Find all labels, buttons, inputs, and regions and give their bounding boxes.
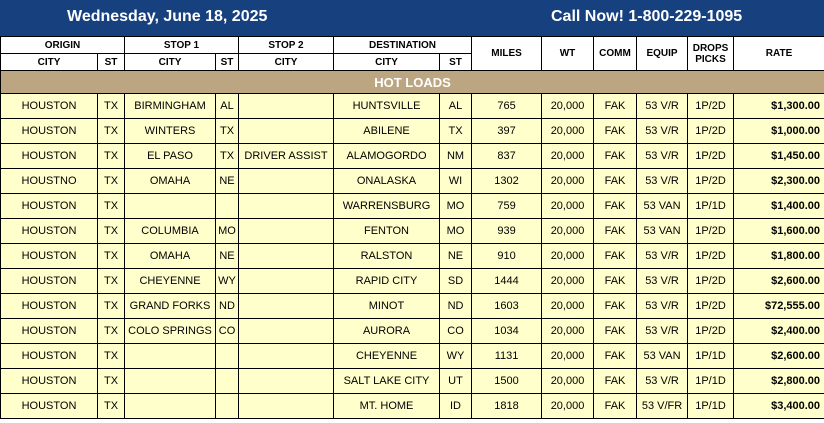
cell-origin-st: TX xyxy=(98,319,125,344)
cell-stop1-city xyxy=(125,369,216,394)
cell-rate: $1,300.00 xyxy=(734,94,824,119)
header-stop1: STOP 1 xyxy=(125,37,239,54)
cell-commodity: FAK xyxy=(594,394,637,419)
cell-stop2-city xyxy=(239,269,334,294)
cell-equipment: 53 VAN xyxy=(637,219,688,244)
cell-dest-st: NE xyxy=(440,244,472,269)
cell-origin-st: TX xyxy=(98,194,125,219)
cell-stop1-st xyxy=(216,369,239,394)
header-origin: ORIGIN xyxy=(1,37,125,54)
cell-stop1-st: ND xyxy=(216,294,239,319)
cell-stop1-st xyxy=(216,394,239,419)
cell-dest-st: MO xyxy=(440,219,472,244)
header-equip: EQUIP xyxy=(637,37,688,71)
header-dest-st: ST xyxy=(440,54,472,71)
cell-stop1-city xyxy=(125,344,216,369)
cell-origin-st: TX xyxy=(98,244,125,269)
header-wt: WT xyxy=(542,37,594,71)
cell-miles: 759 xyxy=(472,194,542,219)
cell-weight: 20,000 xyxy=(542,219,594,244)
cell-dest-city: ONALASKA xyxy=(334,169,440,194)
cell-stop1-city xyxy=(125,394,216,419)
header-drops-picks xyxy=(688,37,734,71)
cell-equipment: 53 V/R xyxy=(637,169,688,194)
cell-weight: 20,000 xyxy=(542,294,594,319)
cell-stop1-st: TX xyxy=(216,144,239,169)
cell-rate: $1,800.00 xyxy=(734,244,824,269)
cell-stop1-city: GRAND FORKS xyxy=(125,294,216,319)
cell-dest-city: HUNTSVILLE xyxy=(334,94,440,119)
cell-weight: 20,000 xyxy=(542,319,594,344)
header-stop1-st: ST xyxy=(216,54,239,71)
cell-dest-city: RALSTON xyxy=(334,244,440,269)
cell-origin-city: HOUSTON xyxy=(1,144,98,169)
loads-table xyxy=(0,36,824,419)
cell-origin-st: TX xyxy=(98,94,125,119)
cell-commodity: FAK xyxy=(594,344,637,369)
cell-weight: 20,000 xyxy=(542,369,594,394)
cell-rate: $1,400.00 xyxy=(734,194,824,219)
table-row[interactable] xyxy=(1,344,824,369)
cell-dest-city: ABILENE xyxy=(334,119,440,144)
cell-origin-city: HOUSTNO xyxy=(1,169,98,194)
cell-miles: 1818 xyxy=(472,394,542,419)
cell-stop1-st: WY xyxy=(216,269,239,294)
cell-origin-st: TX xyxy=(98,294,125,319)
cell-rate: $72,555.00 xyxy=(734,294,824,319)
cell-equipment: 53 V/R xyxy=(637,119,688,144)
hot-loads-banner: HOT LOADS xyxy=(1,71,824,94)
cell-origin-city: HOUSTON xyxy=(1,219,98,244)
cell-stop1-st: AL xyxy=(216,94,239,119)
header-origin-st: ST xyxy=(98,54,125,71)
header-comm: COMM xyxy=(594,37,637,71)
cell-stop2-city xyxy=(239,194,334,219)
cell-weight: 20,000 xyxy=(542,94,594,119)
cell-stop1-city: EL PASO xyxy=(125,144,216,169)
cell-dest-city: RAPID CITY xyxy=(334,269,440,294)
cell-equipment: 53 V/R xyxy=(637,144,688,169)
table-row[interactable] xyxy=(1,119,824,144)
cell-drops-picks: 1P/2D xyxy=(688,319,734,344)
cell-commodity: FAK xyxy=(594,144,637,169)
cell-dest-st: ND xyxy=(440,294,472,319)
table-row[interactable] xyxy=(1,394,824,419)
cell-stop2-city xyxy=(239,219,334,244)
header-picks: PICKS xyxy=(695,53,726,65)
cell-origin-st: TX xyxy=(98,344,125,369)
cell-stop2-city xyxy=(239,294,334,319)
cell-miles: 1603 xyxy=(472,294,542,319)
cell-commodity: FAK xyxy=(594,369,637,394)
cell-rate: $2,600.00 xyxy=(734,269,824,294)
cell-miles: 397 xyxy=(472,119,542,144)
table-row[interactable] xyxy=(1,369,824,394)
cell-weight: 20,000 xyxy=(542,394,594,419)
cell-commodity: FAK xyxy=(594,169,637,194)
call-now-phone[interactable]: Call Now! 1-800-229-1095 xyxy=(551,8,743,25)
cell-stop1-st xyxy=(216,344,239,369)
cell-stop1-city: OMAHA xyxy=(125,244,216,269)
cell-dest-city: FENTON xyxy=(334,219,440,244)
cell-dest-st: CO xyxy=(440,319,472,344)
cell-commodity: FAK xyxy=(594,119,637,144)
cell-dest-st: UT xyxy=(440,369,472,394)
cell-miles: 765 xyxy=(472,94,542,119)
header-origin-city: CITY xyxy=(1,54,98,71)
cell-origin-city: HOUSTON xyxy=(1,119,98,144)
cell-stop2-city xyxy=(239,394,334,419)
table-row[interactable] xyxy=(1,244,824,269)
cell-dest-st: AL xyxy=(440,94,472,119)
cell-origin-st: TX xyxy=(98,369,125,394)
cell-weight: 20,000 xyxy=(542,169,594,194)
cell-stop1-city: CHEYENNE xyxy=(125,269,216,294)
cell-origin-city: HOUSTON xyxy=(1,194,98,219)
cell-drops-picks: 1P/2D xyxy=(688,244,734,269)
cell-origin-city: HOUSTON xyxy=(1,319,98,344)
cell-drops-picks: 1P/1D xyxy=(688,369,734,394)
cell-dest-city: WARRENSBURG xyxy=(334,194,440,219)
cell-origin-st: TX xyxy=(98,219,125,244)
cell-origin-city: HOUSTON xyxy=(1,394,98,419)
cell-stop2-city xyxy=(239,344,334,369)
cell-equipment: 53 V/FR xyxy=(637,394,688,419)
cell-miles: 1444 xyxy=(472,269,542,294)
cell-stop1-st: NE xyxy=(216,169,239,194)
cell-rate: $1,000.00 xyxy=(734,119,824,144)
cell-stop1-st: CO xyxy=(216,319,239,344)
cell-dest-city: ALAMOGORDO xyxy=(334,144,440,169)
cell-dest-city: SALT LAKE CITY xyxy=(334,369,440,394)
cell-origin-st: TX xyxy=(98,119,125,144)
cell-origin-st: TX xyxy=(98,144,125,169)
cell-dest-city: AURORA xyxy=(334,319,440,344)
cell-equipment: 53 V/R xyxy=(637,244,688,269)
table-row[interactable] xyxy=(1,269,824,294)
cell-equipment: 53 VAN xyxy=(637,194,688,219)
cell-dest-st: MO xyxy=(440,194,472,219)
cell-stop2-city: DRIVER ASSIST xyxy=(239,144,334,169)
cell-origin-city: HOUSTON xyxy=(1,344,98,369)
cell-equipment: 53 V/R xyxy=(637,319,688,344)
cell-rate: $3,400.00 xyxy=(734,394,824,419)
cell-stop1-st: TX xyxy=(216,119,239,144)
table-row[interactable] xyxy=(1,319,824,344)
cell-stop1-city xyxy=(125,194,216,219)
cell-dest-city: MINOT xyxy=(334,294,440,319)
cell-origin-st: TX xyxy=(98,394,125,419)
table-row[interactable] xyxy=(1,169,824,194)
table-row[interactable] xyxy=(1,294,824,319)
header-stop2: STOP 2 xyxy=(239,37,334,54)
cell-dest-st: WY xyxy=(440,344,472,369)
cell-origin-city: HOUSTON xyxy=(1,94,98,119)
cell-dest-st: NM xyxy=(440,144,472,169)
cell-dest-st: WI xyxy=(440,169,472,194)
cell-origin-st: TX xyxy=(98,269,125,294)
cell-weight: 20,000 xyxy=(542,344,594,369)
cell-miles: 1302 xyxy=(472,169,542,194)
cell-miles: 939 xyxy=(472,219,542,244)
cell-commodity: FAK xyxy=(594,294,637,319)
cell-miles: 837 xyxy=(472,144,542,169)
cell-commodity: FAK xyxy=(594,94,637,119)
header-rate: RATE xyxy=(734,37,824,71)
cell-drops-picks: 1P/1D xyxy=(688,194,734,219)
cell-rate: $2,400.00 xyxy=(734,319,824,344)
cell-drops-picks: 1P/2D xyxy=(688,269,734,294)
table-row[interactable] xyxy=(1,144,824,169)
cell-rate: $1,600.00 xyxy=(734,219,824,244)
cell-weight: 20,000 xyxy=(542,269,594,294)
cell-commodity: FAK xyxy=(594,194,637,219)
cell-stop1-st xyxy=(216,194,239,219)
table-row[interactable] xyxy=(1,94,824,119)
cell-equipment: 53 V/R xyxy=(637,369,688,394)
header-dest-city: CITY xyxy=(334,54,440,71)
cell-stop1-city: OMAHA xyxy=(125,169,216,194)
cell-stop1-city: COLUMBIA xyxy=(125,219,216,244)
date-title: Wednesday, June 18, 2025 xyxy=(67,8,268,25)
cell-equipment: 53 V/R xyxy=(637,94,688,119)
cell-origin-city: HOUSTON xyxy=(1,269,98,294)
table-row[interactable] xyxy=(1,219,824,244)
header-drops: DROPS xyxy=(692,42,729,54)
cell-stop1-st: NE xyxy=(216,244,239,269)
cell-stop1-city: BIRMINGHAM xyxy=(125,94,216,119)
cell-commodity: FAK xyxy=(594,219,637,244)
cell-miles: 1131 xyxy=(472,344,542,369)
cell-origin-city: HOUSTON xyxy=(1,244,98,269)
cell-drops-picks: 1P/2D xyxy=(688,219,734,244)
cell-dest-st: SD xyxy=(440,269,472,294)
cell-miles: 1034 xyxy=(472,319,542,344)
cell-commodity: FAK xyxy=(594,319,637,344)
cell-dest-city: CHEYENNE xyxy=(334,344,440,369)
cell-stop2-city xyxy=(239,369,334,394)
cell-drops-picks: 1P/2D xyxy=(688,144,734,169)
table-body xyxy=(1,71,824,419)
cell-stop2-city xyxy=(239,119,334,144)
header-stop1-city: CITY xyxy=(125,54,216,71)
cell-origin-city: HOUSTON xyxy=(1,369,98,394)
cell-miles: 1500 xyxy=(472,369,542,394)
cell-equipment: 53 V/R xyxy=(637,294,688,319)
cell-stop2-city xyxy=(239,319,334,344)
cell-drops-picks: 1P/1D xyxy=(688,394,734,419)
cell-dest-st: ID xyxy=(440,394,472,419)
cell-stop1-city: COLO SPRINGS xyxy=(125,319,216,344)
cell-drops-picks: 1P/2D xyxy=(688,119,734,144)
cell-commodity: FAK xyxy=(594,244,637,269)
table-header xyxy=(1,37,824,71)
cell-rate: $2,600.00 xyxy=(734,344,824,369)
cell-drops-picks: 1P/2D xyxy=(688,94,734,119)
cell-dest-city: MT. HOME xyxy=(334,394,440,419)
cell-drops-picks: 1P/2D xyxy=(688,294,734,319)
cell-equipment: 53 V/R xyxy=(637,269,688,294)
cell-rate: $2,800.00 xyxy=(734,369,824,394)
header-miles: MILES xyxy=(472,37,542,71)
cell-rate: $2,300.00 xyxy=(734,169,824,194)
cell-drops-picks: 1P/1D xyxy=(688,344,734,369)
cell-origin-st: TX xyxy=(98,169,125,194)
cell-drops-picks: 1P/2D xyxy=(688,169,734,194)
header-stop2-city: CITY xyxy=(239,54,334,71)
cell-commodity: FAK xyxy=(594,269,637,294)
cell-weight: 20,000 xyxy=(542,194,594,219)
cell-stop2-city xyxy=(239,244,334,269)
cell-rate: $1,450.00 xyxy=(734,144,824,169)
cell-weight: 20,000 xyxy=(542,144,594,169)
cell-origin-city: HOUSTON xyxy=(1,294,98,319)
cell-stop2-city xyxy=(239,169,334,194)
title-bar xyxy=(0,0,824,36)
cell-stop1-city: WINTERS xyxy=(125,119,216,144)
cell-equipment: 53 VAN xyxy=(637,344,688,369)
cell-weight: 20,000 xyxy=(542,244,594,269)
header-destination: DESTINATION xyxy=(334,37,472,54)
table-row[interactable] xyxy=(1,194,824,219)
cell-miles: 910 xyxy=(472,244,542,269)
cell-stop2-city xyxy=(239,94,334,119)
cell-stop1-st: MO xyxy=(216,219,239,244)
cell-weight: 20,000 xyxy=(542,119,594,144)
cell-dest-st: TX xyxy=(440,119,472,144)
